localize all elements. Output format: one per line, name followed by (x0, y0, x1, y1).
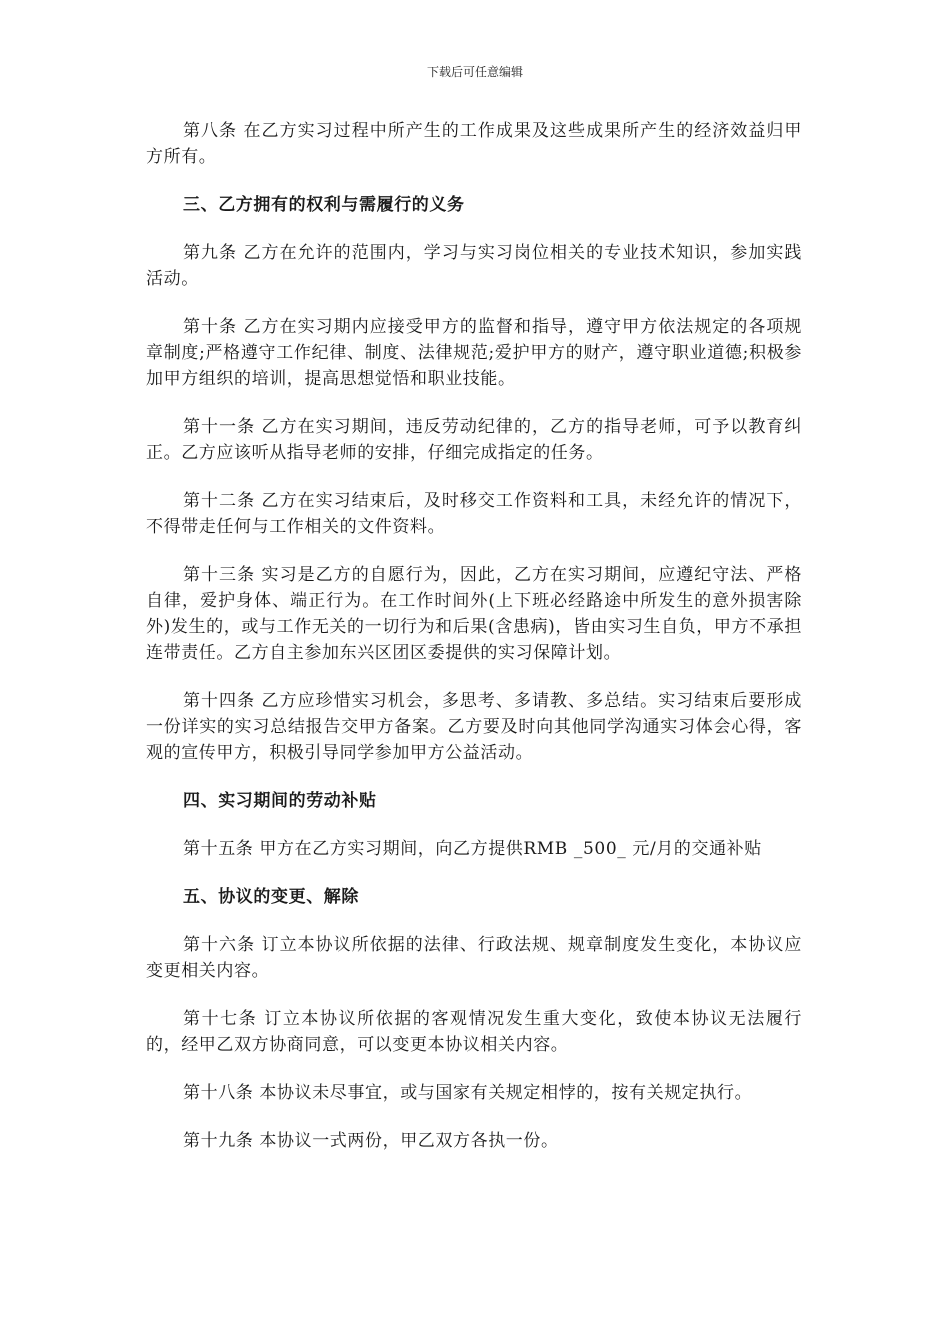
article-16: 第十六条 订立本协议所依据的法律、行政法规、规章制度发生变化，本协议应变更相关内容。 (146, 935, 802, 981)
section-heading-4: 四、实习期间的劳动补贴 (183, 791, 377, 811)
article-15: 第十五条 甲方在乙方实习期间，向乙方提供RMB _500_ 元/月的交通补贴 (183, 839, 762, 859)
article-14: 第十四条 乙方应珍惜实习机会，多思考、多请教、多总结。实习结束后要形成一份详实的实习总结报告交甲方备案。乙方要及时向其他同学沟通实习体会心得，客观的宣传甲方，积极引导同学参加甲方公益活动。 (146, 691, 802, 763)
article-11: 第十一条 乙方在实习期间，违反劳动纪律的，乙方的指导老师，可予以教育纠正。乙方应该听从指导老师的安排，仔细完成指定的任务。 (146, 417, 802, 463)
article-12: 第十二条 乙方在实习结束后，及时移交工作资料和工具，未经允许的情况下，不得带走任何与工作相关的文件资料。 (146, 491, 802, 537)
page-header: 下载后可任意编辑 (426, 65, 523, 79)
article-17: 第十七条 订立本协议所依据的客观情况发生重大变化，致使本协议无法履行的，经甲乙双方协商同意，可以变更本协议相关内容。 (146, 1009, 802, 1055)
article-10: 第十条 乙方在实习期内应接受甲方的监督和指导，遵守甲方依法规定的各项规章制度;严格遵守工作纪律、制度、法律规范;爱护甲方的财产，遵守职业道德;积极参加甲方组织的培训，提高思想觉悟和职业技能。 (146, 317, 802, 389)
section-heading-5: 五、协议的变更、解除 (183, 887, 359, 907)
article-18: 第十八条 本协议未尽事宜，或与国家有关规定相悖的，按有关规定执行。 (183, 1083, 753, 1103)
section-heading-3: 三、乙方拥有的权利与需履行的义务 (183, 195, 465, 215)
article-9: 第九条 乙方在允许的范围内，学习与实习岗位相关的专业技术知识，参加实践活动。 (146, 243, 802, 289)
document-body (146, 118, 802, 1176)
article-13: 第十三条 实习是乙方的自愿行为，因此，乙方在实习期间，应遵纪守法、严格自律，爱护身体、端正行为。在工作时间外(上下班必经路途中所发生的意外损害除外)发生的，或与工作无关的一切行为和后果(含患病)，皆由实习生自负，甲方不承担连带责任。乙方自主参加东兴区团区委提供的实习保障计划。 (146, 565, 802, 663)
article-8: 第八条 在乙方实习过程中所产生的工作成果及这些成果所产生的经济效益归甲方所有。 (146, 121, 802, 167)
article-19: 第十九条 本协议一式两份，甲乙双方各执一份。 (183, 1131, 559, 1151)
